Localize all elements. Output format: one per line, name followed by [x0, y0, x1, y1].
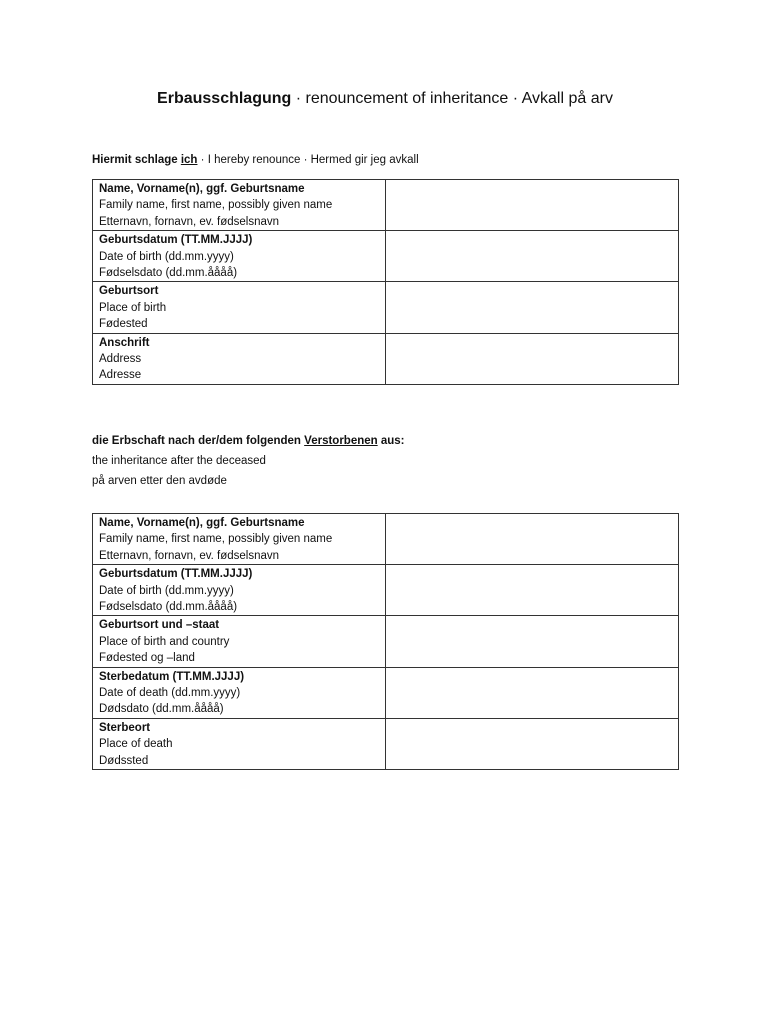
deceased-line-german: [92, 431, 405, 451]
table-row: [93, 514, 679, 565]
field-label: [93, 282, 386, 333]
label-norwegian: Etternavn, fornavn, ev. fødselsnavn: [99, 215, 280, 228]
label-norwegian: Adresse: [99, 369, 142, 382]
deceased-underlined: Verstorbenen: [304, 435, 378, 447]
label-english: Family name, first name, possibly given name: [99, 199, 333, 212]
title-german: Erbausschlagung: [157, 90, 292, 107]
deceased-suffix: aus:: [377, 435, 405, 447]
label-english: Place of birth and country: [99, 635, 230, 648]
field-label: [93, 565, 386, 616]
deceased-birthplace-input-cell[interactable]: [386, 616, 679, 667]
renounce-prefix: Hiermit schlage: [92, 154, 181, 166]
label-german: Name, Vorname(n), ggf. Geburtsname: [99, 517, 305, 529]
label-english: Date of birth (dd.mm.yyyy): [99, 584, 234, 597]
label-english: Address: [99, 353, 142, 366]
birthplace-input-cell[interactable]: [386, 282, 679, 333]
label-german: Geburtsort: [99, 285, 159, 298]
name-input-cell[interactable]: [386, 180, 679, 231]
label-german: Geburtsort und –staat: [99, 619, 220, 632]
deceased-birthdate-input-cell[interactable]: [386, 565, 679, 616]
deceased-name-input-cell[interactable]: [386, 514, 679, 565]
field-label: [93, 333, 386, 384]
renounce-suffix: · I hereby renounce · Hermed gir jeg avkall: [197, 154, 419, 166]
label-german: Sterbedatum (TT.MM.JJJJ): [99, 670, 245, 683]
label-english: Place of birth: [99, 301, 167, 314]
deceased-line-norwegian: på arven etter den avdøde: [92, 475, 227, 487]
deceased-statement: [92, 431, 405, 491]
field-label: [93, 231, 386, 282]
label-german: Sterbeort: [99, 721, 151, 734]
table-row: [93, 231, 679, 282]
label-german: Name, Vorname(n), ggf. Geburtsname: [99, 183, 305, 195]
label-norwegian: Dødssted: [99, 754, 149, 767]
table-row: [93, 565, 679, 616]
label-norwegian: Dødsdato (dd.mm.åååå): [99, 703, 224, 716]
table-row: [93, 616, 679, 667]
death-place-input-cell[interactable]: [386, 718, 679, 769]
deceased-line-english: the inheritance after the deceased: [92, 455, 266, 467]
birthdate-input-cell[interactable]: [386, 231, 679, 282]
label-norwegian: Etternavn, fornavn, ev. fødselsnavn: [99, 549, 280, 562]
address-input-cell[interactable]: [386, 333, 679, 384]
field-label: [93, 180, 386, 231]
field-label: [93, 514, 386, 565]
label-german: Geburtsdatum (TT.MM.JJJJ): [99, 568, 253, 581]
label-english: Date of birth (dd.mm.yyyy): [99, 250, 234, 263]
label-norwegian: Fødselsdato (dd.mm.åååå): [99, 601, 238, 614]
title-rest: renouncement of inheritance · Avkall på arv: [305, 90, 613, 107]
label-english: Family name, first name, possibly given name: [99, 533, 333, 546]
label-norwegian: Fødested og –land: [99, 652, 195, 665]
death-date-input-cell[interactable]: [386, 667, 679, 718]
table-row: [93, 333, 679, 384]
label-norwegian: Fødested: [99, 318, 148, 331]
renounce-underlined: ich: [180, 154, 198, 166]
label-english: Place of death: [99, 738, 173, 751]
table-row: [93, 282, 679, 333]
label-german: Anschrift: [99, 336, 150, 349]
label-norwegian: Fødselsdato (dd.mm.åååå): [99, 267, 238, 280]
field-label: [93, 667, 386, 718]
renouncer-details-table: [92, 179, 679, 385]
deceased-details-table: [92, 513, 679, 770]
table-row: [93, 180, 679, 231]
field-label: [93, 616, 386, 667]
deceased-prefix: die Erbschaft nach der/dem folgenden: [92, 435, 305, 447]
table-row: [93, 718, 679, 769]
table-row: [93, 667, 679, 718]
field-label: [93, 718, 386, 769]
title-separator: ·: [291, 90, 306, 107]
document-title: [0, 88, 770, 110]
label-english: Date of death (dd.mm.yyyy): [99, 687, 241, 700]
renounce-statement: [92, 151, 419, 169]
label-german: Geburtsdatum (TT.MM.JJJJ): [99, 234, 253, 247]
